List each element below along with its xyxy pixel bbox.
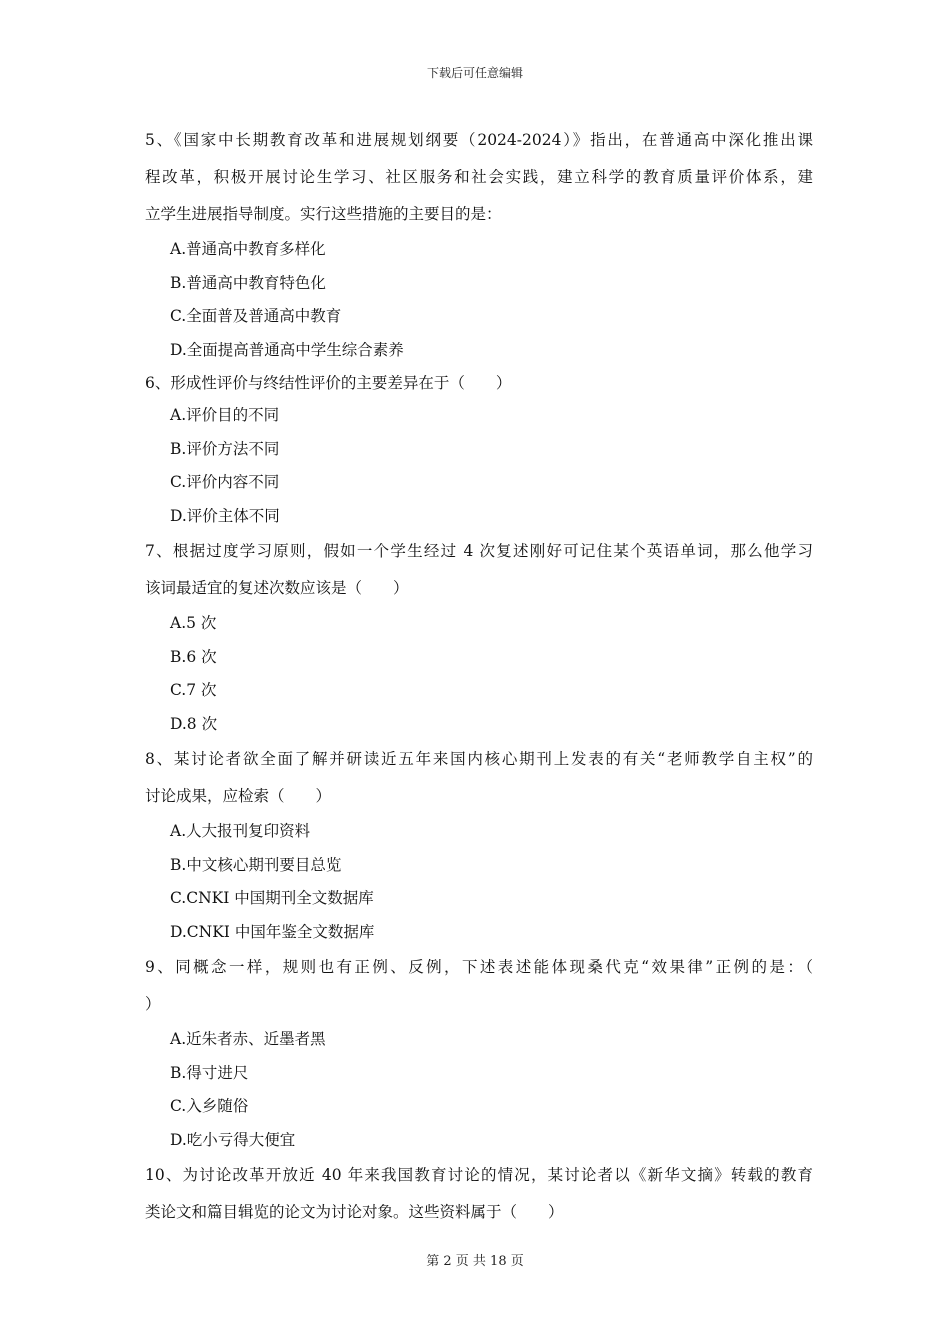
question-7 xyxy=(145,533,813,741)
question-line: ） xyxy=(145,995,161,1013)
option-a: A.近朱者赤、近墨者黑 xyxy=(170,1030,326,1048)
option-a: A.人大报刊复印资料 xyxy=(170,822,311,840)
question-line: 8、某讨论者欲全面了解并研读近五年来国内核心期刊上发表的有关“老师教学自主权”的 xyxy=(145,750,813,768)
option-b: B.普通高中教育特色化 xyxy=(170,273,326,292)
question-line: 立学生进展指导制度。实行这些措施的主要目的是： xyxy=(145,205,502,223)
question-line: 程改革，积极开展讨论生学习、社区服务和社会实践，建立科学的教育质量评价体系，建 xyxy=(145,168,813,186)
question-line: 9、同概念一样，规则也有正例、反例，下述表述能体现桑代克“效果律”正例的是：（ xyxy=(145,958,813,976)
question-9 xyxy=(145,949,813,1157)
option-d: D.全面提高普通高中学生综合素养 xyxy=(170,340,404,359)
option-d: D.CNKI 中国年鉴全文数据库 xyxy=(170,922,375,941)
question-line: 讨论成果，应检索（ ） xyxy=(145,787,332,805)
option-d: D.吃小亏得大便宜 xyxy=(170,1130,296,1149)
question-line: 10、为讨论改革开放近 40 年来我国教育讨论的情况，某讨论者以《新华文摘》转载的教育 xyxy=(145,1166,813,1184)
question-stem xyxy=(145,949,813,1023)
option-b: B.6 次 xyxy=(170,647,217,666)
question-line: 该词最适宜的复述次数应该是（ ） xyxy=(145,579,409,597)
option-a: A.评价目的不同 xyxy=(170,406,280,424)
question-6 xyxy=(145,367,813,533)
page-header: 下载后可任意编辑 xyxy=(426,66,523,80)
page-footer: 第 2 页 共 18 页 xyxy=(426,1254,524,1269)
option-a: A.普通高中教育多样化 xyxy=(170,240,326,258)
option-c: C.评价内容不同 xyxy=(170,473,280,491)
option-b: B.评价方法不同 xyxy=(170,439,280,458)
option-c: C.CNKI 中国期刊全文数据库 xyxy=(170,889,374,907)
question-line: 5、《国家中长期教育改革和进展规划纲要（2024-2024）》指出，在普通高中深化推出课 xyxy=(145,131,813,149)
option-d: D.8 次 xyxy=(170,714,218,733)
question-stem xyxy=(145,741,813,815)
document-body xyxy=(145,122,813,1231)
question-stem xyxy=(145,1157,813,1231)
question-stem xyxy=(145,367,813,399)
question-5 xyxy=(145,122,813,367)
option-d: D.评价主体不同 xyxy=(170,506,280,525)
question-10 xyxy=(145,1157,813,1231)
question-line: 7、根据过度学习原则，假如一个学生经过 4 次复述刚好可记住某个英语单词，那么他学习 xyxy=(145,542,813,560)
option-c: C.全面普及普通高中教育 xyxy=(170,307,342,325)
question-8 xyxy=(145,741,813,949)
option-b: B.中文核心期刊要目总览 xyxy=(170,855,342,874)
option-c: C.7 次 xyxy=(170,681,217,699)
question-stem xyxy=(145,533,813,607)
option-a: A.5 次 xyxy=(170,614,217,632)
option-b: B.得寸进尺 xyxy=(170,1063,249,1082)
question-line: 类论文和篇目辑览的论文为讨论对象。这些资料属于（ ） xyxy=(145,1203,564,1221)
option-c: C.入乡随俗 xyxy=(170,1097,249,1115)
question-line: 6、形成性评价与终结性评价的主要差异在于（ ） xyxy=(145,374,512,392)
question-stem xyxy=(145,122,813,233)
